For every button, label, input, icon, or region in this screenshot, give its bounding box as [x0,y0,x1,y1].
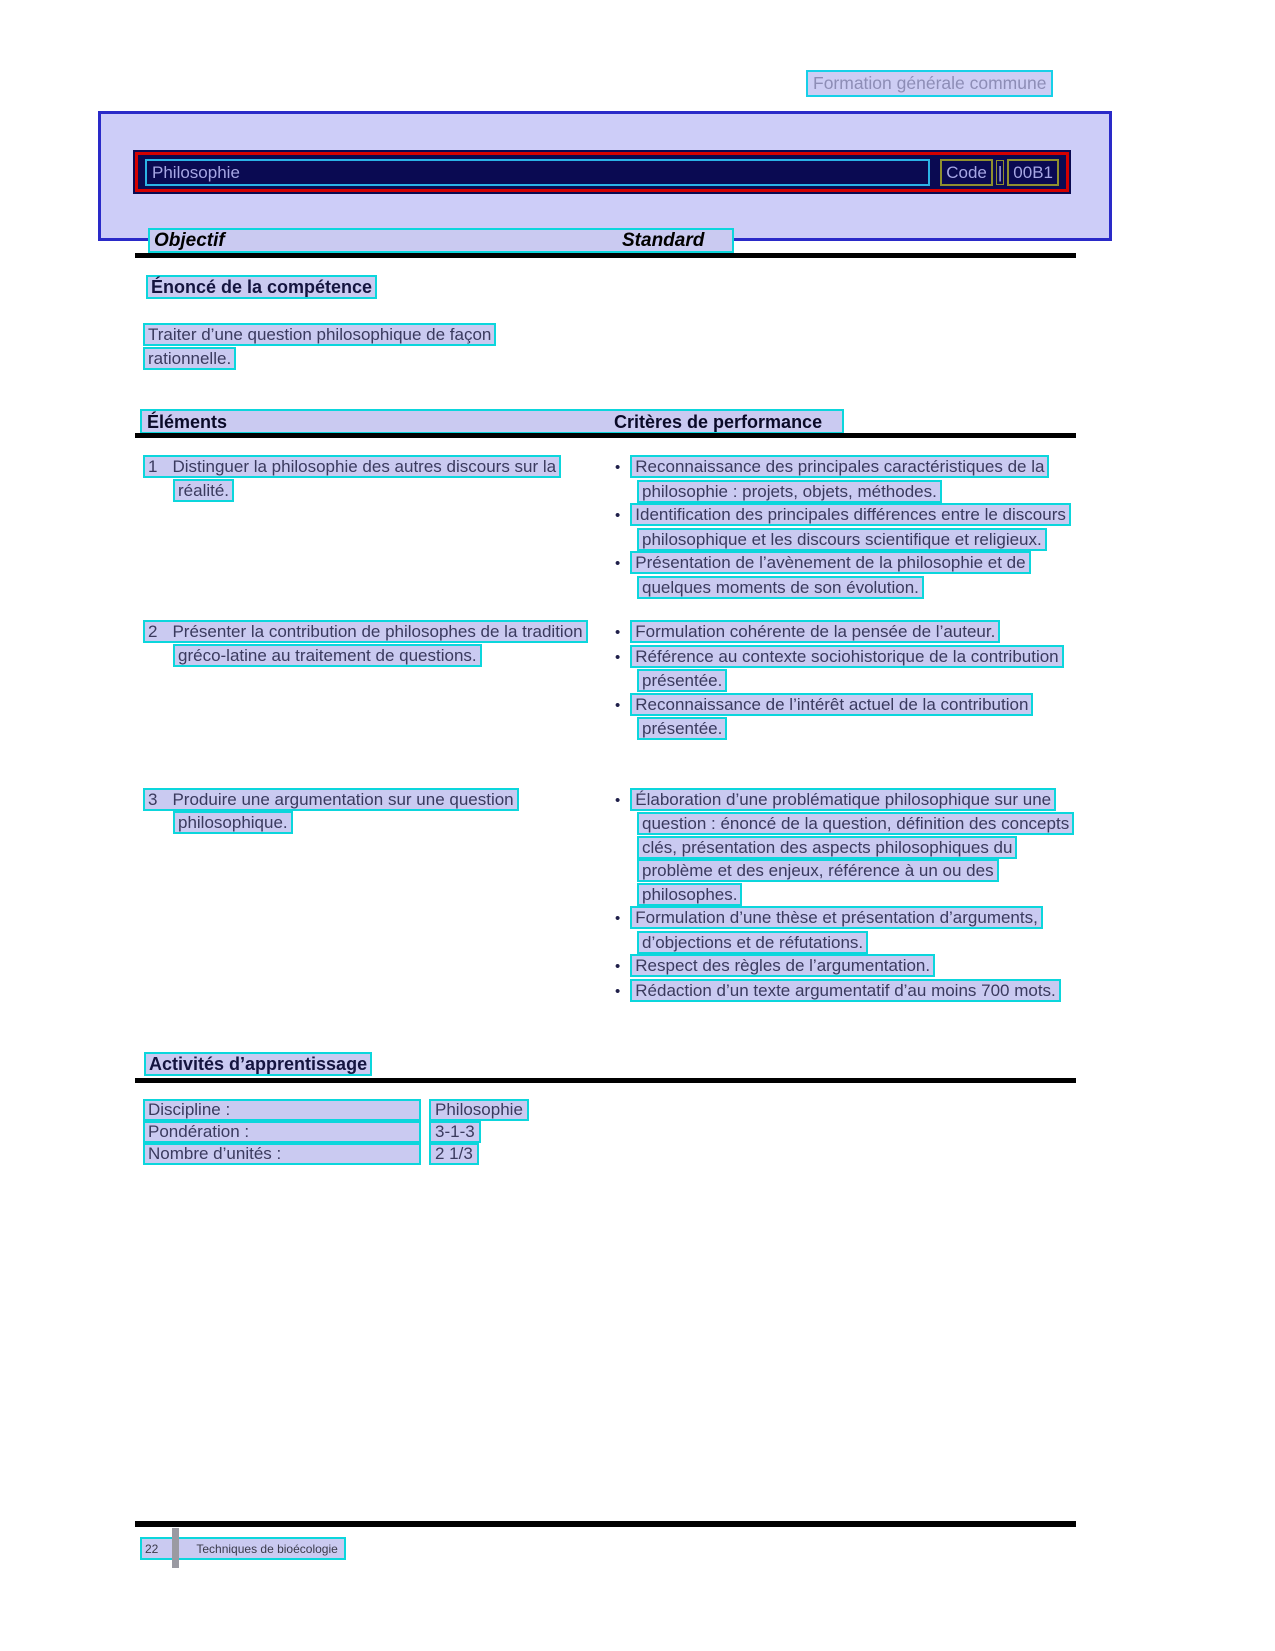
criterion [615,551,1075,599]
bullet-icon [615,983,630,1000]
criterion [615,954,1075,979]
bullet-icon [615,624,630,641]
footer-program-text: Techniques de bioécologie [196,1541,338,1556]
element-text: Présenter la contribution de philosophes de la tradition gréco-latine au traitement de questions. [172,622,583,665]
criterion [615,503,1075,551]
criteria-cell [615,455,1075,599]
code-label: Code [940,159,993,186]
criterion [615,455,1075,503]
elements-header: Éléments [147,412,228,432]
enonce-heading-text: Énoncé de la compétence [146,275,377,299]
bullet-icon [615,649,630,666]
element-cell [143,620,615,741]
criterion [615,788,1075,907]
divider-rule [135,433,1076,438]
criterion [615,906,1075,954]
criterion-text: Formulation cohérente de la pensée de l’auteur. [630,620,1000,643]
bullet-icon [615,792,630,809]
criterion-text: Présentation de l’avènement de la philosophie et de quelques moments de son évolution. [630,551,1030,599]
enonce-text-content: Traiter d’une question philosophique de façon rationnelle. [143,323,496,370]
table-row [143,788,1075,1004]
info-label: Nombre d’unités : [143,1143,421,1165]
code-value: 00B1 [1007,159,1059,186]
course-title: Philosophie [145,159,930,186]
elements-criteria-table [143,455,1075,1003]
bullet-icon [615,958,630,975]
activities-heading-text: Activités d’apprentissage [144,1052,372,1076]
criterion [615,620,1075,645]
criteria-cell [615,788,1075,1004]
enonce-text [143,323,563,370]
criteres-header: Critères de performance [614,412,823,432]
objectif-standard-row [148,228,734,253]
element-text: Produire une argumentation sur une question philosophique. [172,789,514,832]
criteria-cell [615,620,1075,741]
criterion-text: Reconnaissance de l’intérêt actuel de la contribution présentée. [630,693,1033,741]
element-number: 1 [148,457,158,476]
course-title-bar [135,152,1069,192]
criterion-text: Élaboration d’une problématique philosophique sur une question : énoncé de la question, définition des concepts clés, présentation des aspects philosophiques du problème et des enjeux, référence à un ou des philosophes. [630,788,1074,906]
standard-label: Standard [622,230,705,251]
bullet-icon [615,910,630,927]
activities-heading [144,1054,372,1075]
table-row [143,1121,529,1143]
bullet-icon [615,697,630,714]
info-label: Discipline : [143,1099,421,1121]
criterion-text: Formulation d’une thèse et présentation d’arguments, d’objections et de réfutations. [630,906,1043,954]
bullet-icon [615,507,630,524]
criterion-text: Reconnaissance des principales caractéristiques de la philosophie : projets, objets, méthodes. [630,455,1049,503]
criterion-text: Identification des principales différences entre le discours philosophique et les discours scientifique et religieux. [630,503,1071,551]
divider-rule [135,253,1076,258]
bullet-icon [615,459,630,476]
code-separator: | [996,160,1004,185]
info-value: 3-1-3 [429,1121,481,1143]
element-cell [143,455,615,599]
criterion [615,645,1075,693]
criterion [615,979,1075,1004]
element-cell [143,788,615,1004]
bullet-icon [615,555,630,572]
header-note: Formation générale commune [806,70,1053,97]
footer-separator [172,1528,179,1568]
page-number: 22 [145,1541,159,1556]
element-text: Distinguer la philosophie des autres discours sur la réalité. [172,457,557,500]
table-row [143,1143,529,1165]
element-number: 2 [148,622,158,641]
footer-rule [135,1521,1076,1527]
objectif-label: Objectif [154,230,225,251]
criterion-text: Respect des règles de l’argumentation. [630,954,935,977]
table-row [143,620,1075,741]
info-label: Pondération : [143,1121,421,1143]
criterion [615,693,1075,741]
divider-rule [135,1078,1076,1083]
course-code-group [940,159,1059,186]
info-value: Philosophie [429,1099,529,1121]
table-header-row [140,409,844,434]
table-row [143,455,1075,599]
info-value: 2 1/3 [429,1143,479,1165]
criterion-text: Rédaction d’un texte argumentatif d’au moins 700 mots. [630,979,1061,1002]
table-row [143,1099,529,1121]
criterion-text: Référence au contexte sociohistorique de la contribution présentée. [630,645,1063,693]
element-number: 3 [148,789,158,809]
footer [140,1537,346,1560]
activities-info-table [143,1099,529,1165]
enonce-heading [146,277,377,298]
